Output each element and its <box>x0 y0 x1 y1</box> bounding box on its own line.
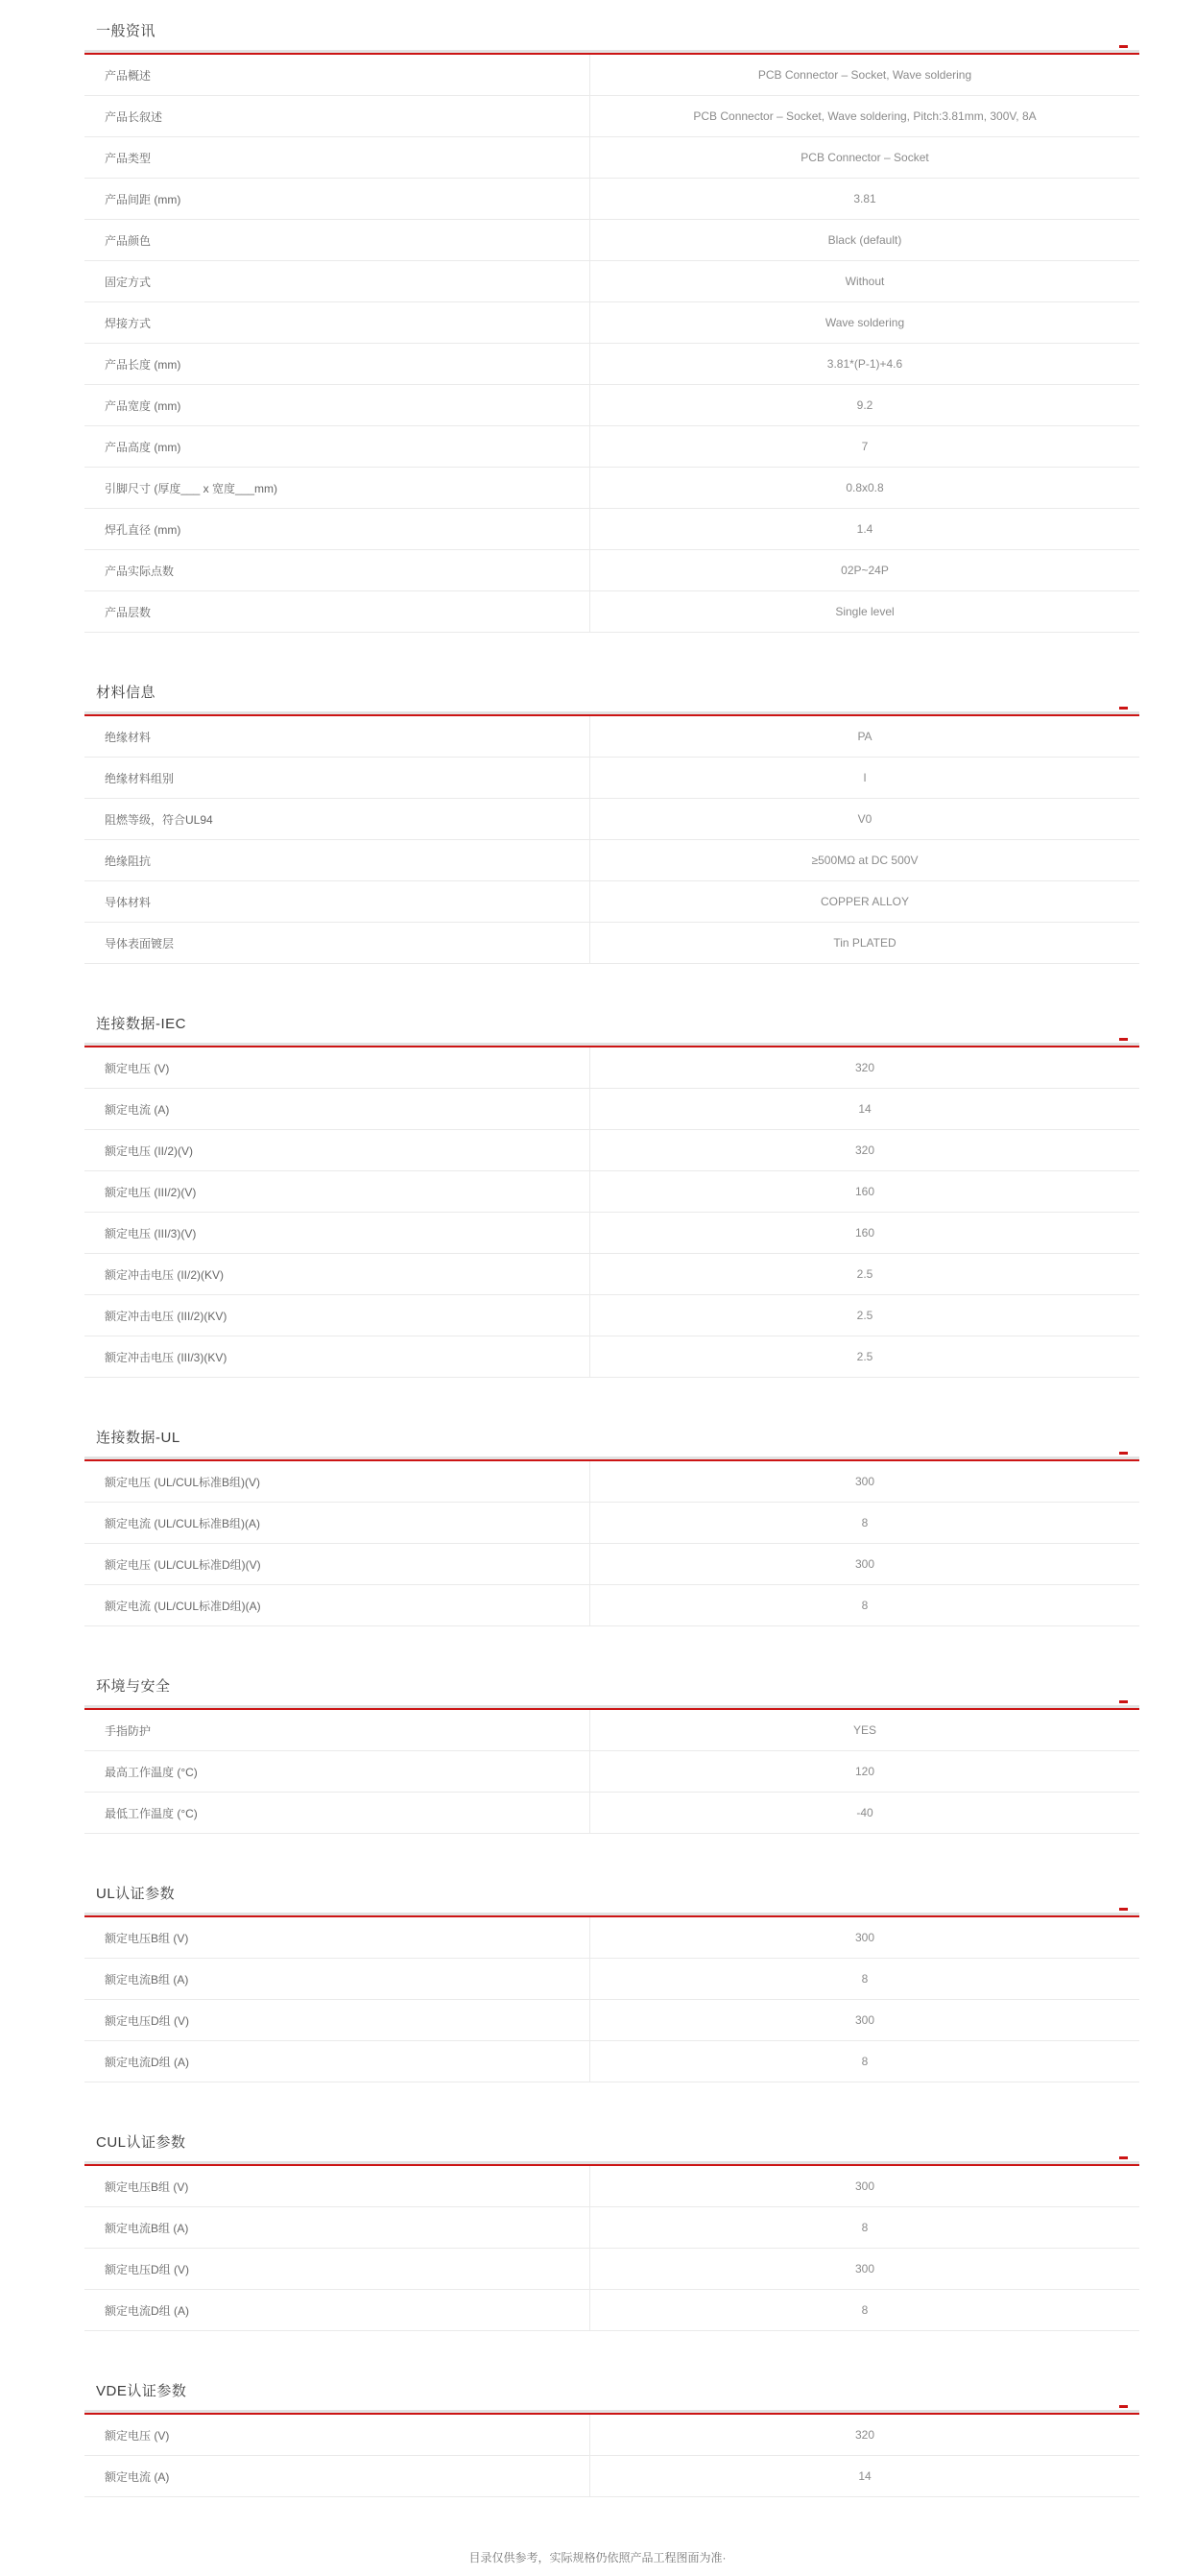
section-header[interactable] <box>84 1422 1139 1457</box>
table-row <box>84 2041 1139 2082</box>
row-label: 额定电流 (UL/CUL标准B组)(A) <box>84 1503 590 1543</box>
row-value: 160 <box>854 1226 875 1240</box>
table-row <box>84 840 1139 881</box>
table-row <box>84 2415 1139 2456</box>
table-row <box>84 591 1139 633</box>
row-value: PCB Connector – Socket, Wave soldering <box>757 68 972 82</box>
table-row <box>84 1047 1139 1089</box>
table-row <box>84 344 1139 385</box>
row-label: 产品长叙述 <box>84 96 590 136</box>
table-row <box>84 1336 1139 1378</box>
row-value: Wave soldering <box>825 316 905 329</box>
row-label: 产品实际点数 <box>84 550 590 590</box>
section-header[interactable] <box>84 1671 1139 1705</box>
row-label: 额定电流B组 (A) <box>84 2207 590 2248</box>
row-value: V0 <box>857 812 872 826</box>
collapse-minus-icon[interactable] <box>1119 45 1128 48</box>
section-header[interactable] <box>84 677 1139 711</box>
row-label: 焊接方式 <box>84 302 590 343</box>
table-row <box>84 923 1139 964</box>
table-row <box>84 1585 1139 1626</box>
table-row <box>84 2000 1139 2041</box>
row-label: 固定方式 <box>84 261 590 301</box>
section-table <box>84 1047 1139 1378</box>
row-value: 2.5 <box>856 1350 873 1363</box>
section-table <box>84 1461 1139 1626</box>
spec-section <box>84 1878 1139 2082</box>
table-row <box>84 2207 1139 2249</box>
table-row <box>84 550 1139 591</box>
row-label: 产品概述 <box>84 55 590 95</box>
row-value: 320 <box>854 1144 875 1157</box>
table-row <box>84 55 1139 96</box>
row-label: 额定电压B组 (V) <box>84 2166 590 2206</box>
section-header[interactable] <box>84 2127 1139 2161</box>
row-value: Single level <box>835 605 895 618</box>
row-value: 300 <box>854 1475 875 1488</box>
row-label: 额定电压 (UL/CUL标准D组)(V) <box>84 1544 590 1584</box>
section-title: VDE认证参数 <box>96 2383 187 2399</box>
collapse-minus-icon[interactable] <box>1119 1038 1128 1041</box>
table-row <box>84 302 1139 344</box>
row-value: 300 <box>854 2262 875 2275</box>
row-label: 额定电压 (V) <box>84 1047 590 1088</box>
row-label: 额定电压 (UL/CUL标准B组)(V) <box>84 1461 590 1502</box>
row-label: 产品长度 (mm) <box>84 344 590 384</box>
spec-section <box>84 15 1139 633</box>
row-value: 120 <box>854 1765 875 1778</box>
row-value: Without <box>845 275 885 288</box>
row-value: 8 <box>861 1516 869 1529</box>
table-row <box>84 1544 1139 1585</box>
row-value: 160 <box>854 1185 875 1198</box>
row-label: 额定电流 (UL/CUL标准D组)(A) <box>84 1585 590 1625</box>
table-row <box>84 509 1139 550</box>
table-row <box>84 716 1139 758</box>
row-label: 额定电流D组 (A) <box>84 2290 590 2330</box>
section-title: CUL认证参数 <box>96 2134 186 2151</box>
row-label: 产品类型 <box>84 137 590 178</box>
table-row <box>84 220 1139 261</box>
section-table <box>84 2166 1139 2331</box>
row-label: 额定电流 (A) <box>84 2456 590 2496</box>
collapse-minus-icon[interactable] <box>1119 707 1128 710</box>
table-row <box>84 261 1139 302</box>
section-title: 一般资讯 <box>96 23 156 39</box>
row-value: PA <box>857 730 872 743</box>
footer-disclaimer: 目录仅供参考，实际规格仍依照产品工程图面为准· <box>468 2551 727 2564</box>
table-row <box>84 385 1139 426</box>
row-value: 8 <box>861 1599 869 1612</box>
table-row <box>84 1213 1139 1254</box>
row-label: 额定电压 (V) <box>84 2415 590 2455</box>
row-value: 3.81*(P-1)+4.6 <box>826 357 903 371</box>
row-value: 1.4 <box>856 522 873 536</box>
section-header[interactable] <box>84 2375 1139 2410</box>
row-value: Tin PLATED <box>833 936 896 950</box>
row-value: 3.81 <box>853 192 876 205</box>
row-label: 额定电压B组 (V) <box>84 1917 590 1958</box>
row-value: 2.5 <box>856 1267 873 1281</box>
section-title: 环境与安全 <box>96 1678 171 1695</box>
row-label: 额定冲击电压 (III/3)(KV) <box>84 1336 590 1377</box>
row-value: 320 <box>854 1061 875 1074</box>
row-label: 引脚尺寸 (厚度___ x 宽度___mm) <box>84 468 590 508</box>
row-label: 额定冲击电压 (II/2)(KV) <box>84 1254 590 1294</box>
table-row <box>84 1461 1139 1503</box>
spec-sections <box>84 15 1139 2541</box>
collapse-minus-icon[interactable] <box>1119 2156 1128 2159</box>
row-label: 绝缘材料 <box>84 716 590 757</box>
collapse-minus-icon[interactable] <box>1119 2405 1128 2408</box>
table-row <box>84 1710 1139 1751</box>
row-value: 02P~24P <box>841 564 889 577</box>
row-value: COPPER ALLOY <box>820 895 910 908</box>
section-title: 材料信息 <box>96 685 156 701</box>
spec-section <box>84 2127 1139 2331</box>
table-row <box>84 96 1139 137</box>
section-title: 连接数据-IEC <box>96 1016 187 1032</box>
row-label: 焊孔直径 (mm) <box>84 509 590 549</box>
row-label: 额定电压 (III/2)(V) <box>84 1171 590 1212</box>
table-row <box>84 758 1139 799</box>
row-value: I <box>863 771 867 784</box>
row-label: 额定电流D组 (A) <box>84 2041 590 2082</box>
table-row <box>84 1751 1139 1793</box>
section-table <box>84 1917 1139 2082</box>
row-label: 导体表面镀层 <box>84 923 590 963</box>
collapse-minus-icon[interactable] <box>1119 1452 1128 1455</box>
row-value: 0.8x0.8 <box>846 481 884 494</box>
collapse-minus-icon[interactable] <box>1119 1908 1128 1911</box>
table-row <box>84 2166 1139 2207</box>
section-header[interactable] <box>84 1878 1139 1913</box>
table-row <box>84 137 1139 179</box>
row-label: 产品层数 <box>84 591 590 632</box>
collapse-minus-icon[interactable] <box>1119 1700 1128 1703</box>
spec-section <box>84 677 1139 964</box>
row-value: 300 <box>854 1931 875 1944</box>
row-label: 产品高度 (mm) <box>84 426 590 467</box>
row-label: 额定电流 (A) <box>84 1089 590 1129</box>
row-value: PCB Connector – Socket <box>801 151 929 164</box>
row-value: 8 <box>861 2221 869 2234</box>
table-row <box>84 468 1139 509</box>
row-label: 绝缘阻抗 <box>84 840 590 880</box>
row-label: 额定电流B组 (A) <box>84 1959 590 1999</box>
row-value: 8 <box>861 2055 869 2068</box>
table-row <box>84 1917 1139 1959</box>
row-value: 14 <box>858 1102 872 1116</box>
section-header[interactable] <box>84 15 1139 50</box>
section-table <box>84 2415 1139 2497</box>
table-row <box>84 179 1139 220</box>
row-label: 手指防护 <box>84 1710 590 1750</box>
row-label: 产品颜色 <box>84 220 590 260</box>
row-value: YES <box>852 1723 876 1737</box>
section-table <box>84 55 1139 633</box>
table-row <box>84 1959 1139 2000</box>
section-title: UL认证参数 <box>96 1886 176 1902</box>
table-row <box>84 1171 1139 1213</box>
table-row <box>84 1793 1139 1834</box>
row-value: ≥500MΩ at DC 500V <box>811 854 919 867</box>
row-label: 额定电压D组 (V) <box>84 2249 590 2289</box>
row-value: 9.2 <box>856 398 873 412</box>
row-value: -40 <box>856 1806 873 1819</box>
row-value: 300 <box>854 2179 875 2193</box>
row-value: 8 <box>861 2303 869 2317</box>
table-row <box>84 426 1139 468</box>
row-label: 额定冲击电压 (III/2)(KV) <box>84 1295 590 1336</box>
row-label: 产品间距 (mm) <box>84 179 590 219</box>
spec-section <box>84 1671 1139 1834</box>
table-row <box>84 881 1139 923</box>
table-row <box>84 2249 1139 2290</box>
table-row <box>84 799 1139 840</box>
row-value: 2.5 <box>856 1309 873 1322</box>
spec-section <box>84 2375 1139 2497</box>
table-row <box>84 2290 1139 2331</box>
row-value: 300 <box>854 1557 875 1571</box>
row-value: 320 <box>854 2428 875 2442</box>
section-table <box>84 1710 1139 1834</box>
table-row <box>84 2456 1139 2497</box>
table-row <box>84 1295 1139 1336</box>
row-value: Black (default) <box>827 233 902 247</box>
row-label: 产品宽度 (mm) <box>84 385 590 425</box>
row-value: 7 <box>861 440 869 453</box>
row-label: 额定电压 (III/3)(V) <box>84 1213 590 1253</box>
row-value: PCB Connector – Socket, Wave soldering, Pitch:3.81mm, 300V, 8A <box>693 109 1037 123</box>
spec-section <box>84 1008 1139 1378</box>
row-value: 300 <box>854 2013 875 2027</box>
table-row <box>84 1254 1139 1295</box>
row-label: 最低工作温度 (°C) <box>84 1793 590 1833</box>
row-value: 8 <box>861 1972 869 1986</box>
section-table <box>84 716 1139 964</box>
row-label: 绝缘材料组别 <box>84 758 590 798</box>
table-row <box>84 1130 1139 1171</box>
row-label: 额定电压D组 (V) <box>84 2000 590 2040</box>
row-value: 14 <box>858 2469 872 2483</box>
row-label: 阻燃等级，符合UL94 <box>84 799 590 839</box>
spec-section <box>84 1422 1139 1626</box>
row-label: 额定电压 (II/2)(V) <box>84 1130 590 1170</box>
row-label: 导体材料 <box>84 881 590 922</box>
table-row <box>84 1089 1139 1130</box>
table-row <box>84 1503 1139 1544</box>
row-label: 最高工作温度 (°C) <box>84 1751 590 1792</box>
section-header[interactable] <box>84 1008 1139 1043</box>
section-title: 连接数据-UL <box>96 1430 180 1446</box>
